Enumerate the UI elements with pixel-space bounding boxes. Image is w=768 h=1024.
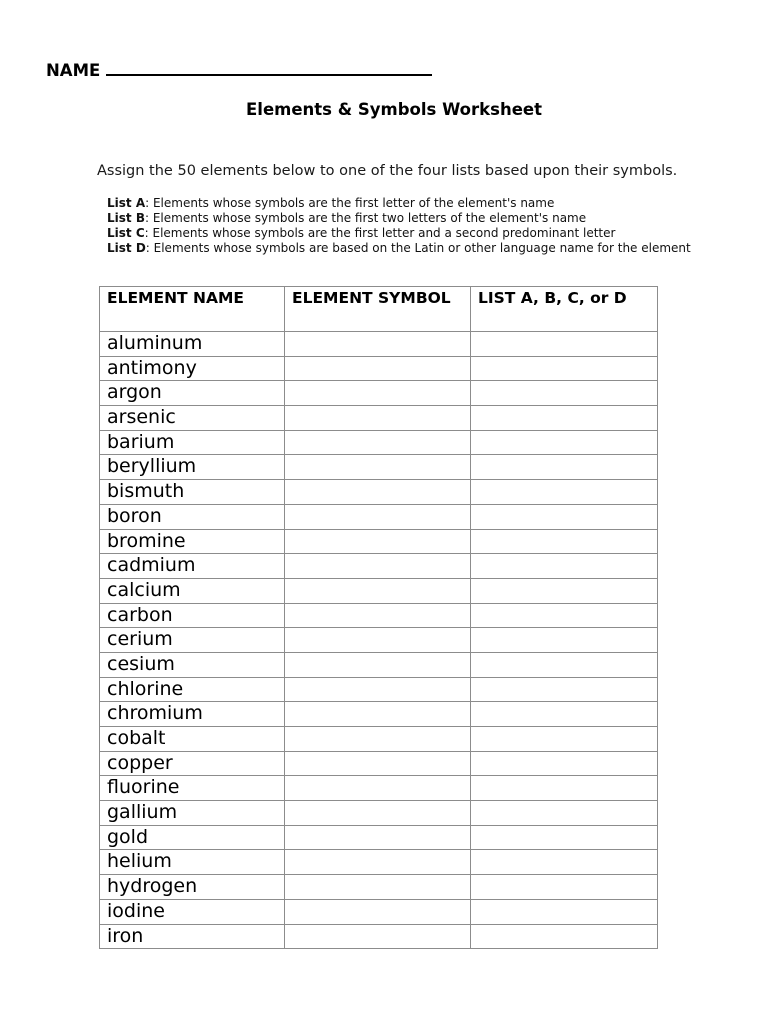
list-letter-cell[interactable]: [471, 504, 658, 529]
element-symbol-cell[interactable]: [285, 875, 471, 900]
table-row: [100, 702, 658, 727]
name-blank-line[interactable]: [106, 58, 432, 76]
list-label: List A: [107, 196, 146, 210]
list-letter-cell[interactable]: [471, 702, 658, 727]
element-name-cell: gold: [100, 825, 285, 850]
element-name-cell: cadmium: [100, 554, 285, 579]
table-row: [100, 652, 658, 677]
element-symbol-cell[interactable]: [285, 603, 471, 628]
list-label: List C: [107, 226, 145, 240]
element-name-cell: cesium: [100, 652, 285, 677]
list-letter-cell[interactable]: [471, 801, 658, 826]
elements-table: [99, 286, 658, 949]
element-name-cell: bromine: [100, 529, 285, 554]
table-row: [100, 603, 658, 628]
table-row: [100, 850, 658, 875]
worksheet-title: Elements & Symbols Worksheet: [246, 100, 542, 119]
element-name-cell: gallium: [100, 801, 285, 826]
element-symbol-cell[interactable]: [285, 578, 471, 603]
element-name-cell: boron: [100, 504, 285, 529]
list-definition-c: [107, 226, 691, 241]
list-letter-cell[interactable]: [471, 776, 658, 801]
column-header-element-symbol: ELEMENT SYMBOL: [285, 287, 471, 332]
list-letter-cell[interactable]: [471, 652, 658, 677]
element-symbol-cell[interactable]: [285, 727, 471, 752]
element-symbol-cell[interactable]: [285, 356, 471, 381]
element-symbol-cell[interactable]: [285, 652, 471, 677]
list-letter-cell[interactable]: [471, 381, 658, 406]
list-letter-cell[interactable]: [471, 406, 658, 431]
element-name-cell: fluorine: [100, 776, 285, 801]
table-row: [100, 381, 658, 406]
element-symbol-cell[interactable]: [285, 381, 471, 406]
table-row: [100, 406, 658, 431]
element-symbol-cell[interactable]: [285, 702, 471, 727]
table-row: [100, 776, 658, 801]
list-letter-cell[interactable]: [471, 529, 658, 554]
column-header-list: LIST A, B, C, or D: [471, 287, 658, 332]
element-name-cell: antimony: [100, 356, 285, 381]
name-label: NAME: [46, 61, 101, 80]
list-letter-cell[interactable]: [471, 455, 658, 480]
list-letter-cell[interactable]: [471, 480, 658, 505]
element-symbol-cell[interactable]: [285, 825, 471, 850]
name-field: [46, 58, 432, 80]
element-name-cell: cobalt: [100, 727, 285, 752]
element-name-cell: barium: [100, 430, 285, 455]
element-name-cell: arsenic: [100, 406, 285, 431]
element-name-cell: copper: [100, 751, 285, 776]
table-row: [100, 899, 658, 924]
list-description: : Elements whose symbols are the first letter of the element's name: [145, 196, 555, 210]
list-letter-cell[interactable]: [471, 850, 658, 875]
list-letter-cell[interactable]: [471, 751, 658, 776]
element-symbol-cell[interactable]: [285, 430, 471, 455]
element-symbol-cell[interactable]: [285, 455, 471, 480]
element-symbol-cell[interactable]: [285, 554, 471, 579]
element-name-cell: chlorine: [100, 677, 285, 702]
list-letter-cell[interactable]: [471, 924, 658, 949]
table-header-row: [100, 287, 658, 332]
element-symbol-cell[interactable]: [285, 677, 471, 702]
element-symbol-cell[interactable]: [285, 776, 471, 801]
list-letter-cell[interactable]: [471, 356, 658, 381]
list-letter-cell[interactable]: [471, 825, 658, 850]
list-letter-cell[interactable]: [471, 554, 658, 579]
list-letter-cell[interactable]: [471, 430, 658, 455]
table-row: [100, 554, 658, 579]
list-letter-cell[interactable]: [471, 875, 658, 900]
element-name-cell: hydrogen: [100, 875, 285, 900]
list-letter-cell[interactable]: [471, 727, 658, 752]
column-header-element-name: ELEMENT NAME: [100, 287, 285, 332]
element-name-cell: chromium: [100, 702, 285, 727]
element-symbol-cell[interactable]: [285, 924, 471, 949]
list-letter-cell[interactable]: [471, 603, 658, 628]
element-symbol-cell[interactable]: [285, 850, 471, 875]
element-name-cell: calcium: [100, 578, 285, 603]
table-row: [100, 875, 658, 900]
table-row: [100, 332, 658, 357]
table-row: [100, 356, 658, 381]
table-row: [100, 825, 658, 850]
list-description: : Elements whose symbols are the first letter and a second predominant letter: [144, 226, 616, 240]
element-name-cell: bismuth: [100, 480, 285, 505]
table-row: [100, 529, 658, 554]
table-body: [100, 332, 658, 949]
list-definition-b: [107, 211, 691, 226]
element-symbol-cell[interactable]: [285, 480, 471, 505]
element-symbol-cell[interactable]: [285, 751, 471, 776]
element-name-cell: carbon: [100, 603, 285, 628]
list-description: : Elements whose symbols are based on the Latin or other language name for the element: [145, 241, 691, 255]
element-name-cell: argon: [100, 381, 285, 406]
element-symbol-cell[interactable]: [285, 628, 471, 653]
element-symbol-cell[interactable]: [285, 504, 471, 529]
list-letter-cell[interactable]: [471, 628, 658, 653]
element-name-cell: aluminum: [100, 332, 285, 357]
table-row: [100, 480, 658, 505]
list-description: : Elements whose symbols are the first two letters of the element's name: [144, 211, 587, 225]
table-row: [100, 924, 658, 949]
list-letter-cell[interactable]: [471, 899, 658, 924]
element-name-cell: helium: [100, 850, 285, 875]
table-row: [100, 504, 658, 529]
element-name-cell: beryllium: [100, 455, 285, 480]
element-symbol-cell[interactable]: [285, 332, 471, 357]
list-letter-cell[interactable]: [471, 578, 658, 603]
list-label: List B: [107, 211, 145, 225]
table-row: [100, 727, 658, 752]
instructions-text: Assign the 50 elements below to one of the four lists based upon their symbols.: [97, 163, 678, 179]
table-row: [100, 677, 658, 702]
list-definitions: [107, 196, 691, 256]
table-row: [100, 801, 658, 826]
element-name-cell: iodine: [100, 899, 285, 924]
list-letter-cell[interactable]: [471, 332, 658, 357]
element-name-cell: iron: [100, 924, 285, 949]
element-symbol-cell[interactable]: [285, 899, 471, 924]
table-row: [100, 455, 658, 480]
table-row: [100, 430, 658, 455]
list-definition-d: [107, 241, 691, 256]
table-row: [100, 578, 658, 603]
table-row: [100, 751, 658, 776]
list-definition-a: [107, 196, 691, 211]
element-symbol-cell[interactable]: [285, 801, 471, 826]
element-symbol-cell[interactable]: [285, 529, 471, 554]
list-label: List D: [107, 241, 146, 255]
list-letter-cell[interactable]: [471, 677, 658, 702]
element-name-cell: cerium: [100, 628, 285, 653]
element-symbol-cell[interactable]: [285, 406, 471, 431]
table-row: [100, 628, 658, 653]
